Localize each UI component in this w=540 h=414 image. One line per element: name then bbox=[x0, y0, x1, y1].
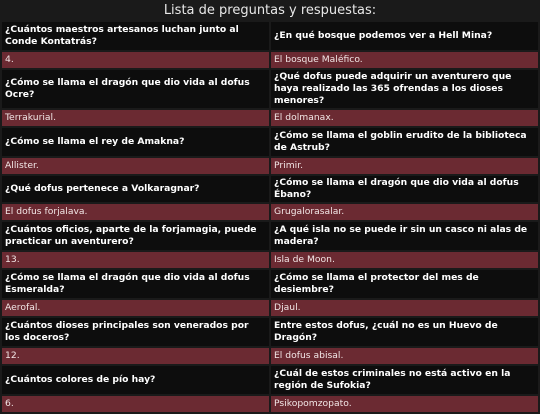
question-cell: ¿Cómo se llama el goblin erudito de la biblioteca de Astrub? bbox=[271, 128, 538, 156]
question-cell: ¿Cómo se llama el dragón que dio vida al dofus Ébano? bbox=[271, 176, 538, 202]
question-cell: ¿Cómo se llama el protector del mes de desiembre? bbox=[271, 270, 538, 298]
question-cell: ¿Cuántos maestros artesanos luchan junto al Conde Kontatrás? bbox=[2, 22, 269, 50]
answer-cell: Isla de Moon. bbox=[271, 252, 538, 268]
question-row bbox=[2, 128, 538, 156]
answer-cell: 12. bbox=[2, 348, 269, 364]
answer-cell: El dofus abisal. bbox=[271, 348, 538, 364]
question-cell: ¿Cómo se llama el dragón que dio vida al dofus Esmeralda? bbox=[2, 270, 269, 298]
question-cell: Entre estos dofus, ¿cuál no es un Huevo de Dragón? bbox=[271, 318, 538, 346]
qa-table bbox=[0, 20, 540, 414]
answer-row bbox=[2, 110, 538, 126]
answer-cell: Djaul. bbox=[271, 300, 538, 316]
question-cell: ¿Cuántos colores de pío hay? bbox=[2, 366, 269, 394]
answer-row bbox=[2, 252, 538, 268]
answer-cell: 4. bbox=[2, 52, 269, 68]
answer-cell: Psikopomzopato. bbox=[271, 396, 538, 412]
answer-cell: Grugalorasalar. bbox=[271, 204, 538, 220]
answer-cell: Primir. bbox=[271, 158, 538, 174]
answer-cell: 13. bbox=[2, 252, 269, 268]
question-row bbox=[2, 270, 538, 298]
question-cell: ¿A qué isla no se puede ir sin un casco ni alas de madera? bbox=[271, 222, 538, 250]
page-title: Lista de preguntas y respuestas: bbox=[0, 0, 540, 22]
question-row bbox=[2, 70, 538, 108]
question-cell: ¿Cómo se llama el dragón que dio vida al dofus Ocre? bbox=[2, 70, 269, 108]
answer-row bbox=[2, 348, 538, 364]
answer-row bbox=[2, 52, 538, 68]
answer-cell: 6. bbox=[2, 396, 269, 412]
question-row bbox=[2, 318, 538, 346]
answer-row bbox=[2, 204, 538, 220]
answer-cell: El bosque Maléfico. bbox=[271, 52, 538, 68]
question-row bbox=[2, 22, 538, 50]
answer-cell: Aerofal. bbox=[2, 300, 269, 316]
question-cell: ¿Qué dofus pertenece a Volkaragnar? bbox=[2, 176, 269, 202]
question-cell: ¿Qué dofus puede adquirir un aventurero que haya realizado las 365 ofrendas a los dioses menores? bbox=[271, 70, 538, 108]
question-cell: ¿Cuál de estos criminales no está activo en la región de Sufokia? bbox=[271, 366, 538, 394]
answer-cell: Allister. bbox=[2, 158, 269, 174]
answer-cell: El dofus forjalava. bbox=[2, 204, 269, 220]
answer-row bbox=[2, 158, 538, 174]
question-row bbox=[2, 222, 538, 250]
question-cell: ¿En qué bosque podemos ver a Hell Mina? bbox=[271, 22, 538, 50]
question-row bbox=[2, 176, 538, 202]
question-cell: ¿Cuántos oficios, aparte de la forjamagia, puede practicar un aventurero? bbox=[2, 222, 269, 250]
answer-cell: El dolmanax. bbox=[271, 110, 538, 126]
answer-cell: Terrakurial. bbox=[2, 110, 269, 126]
question-cell: ¿Cómo se llama el rey de Amakna? bbox=[2, 128, 269, 156]
answer-row bbox=[2, 396, 538, 412]
question-cell: ¿Cuántos dioses principales son venerados por los doceros? bbox=[2, 318, 269, 346]
question-row bbox=[2, 366, 538, 394]
answer-row bbox=[2, 300, 538, 316]
